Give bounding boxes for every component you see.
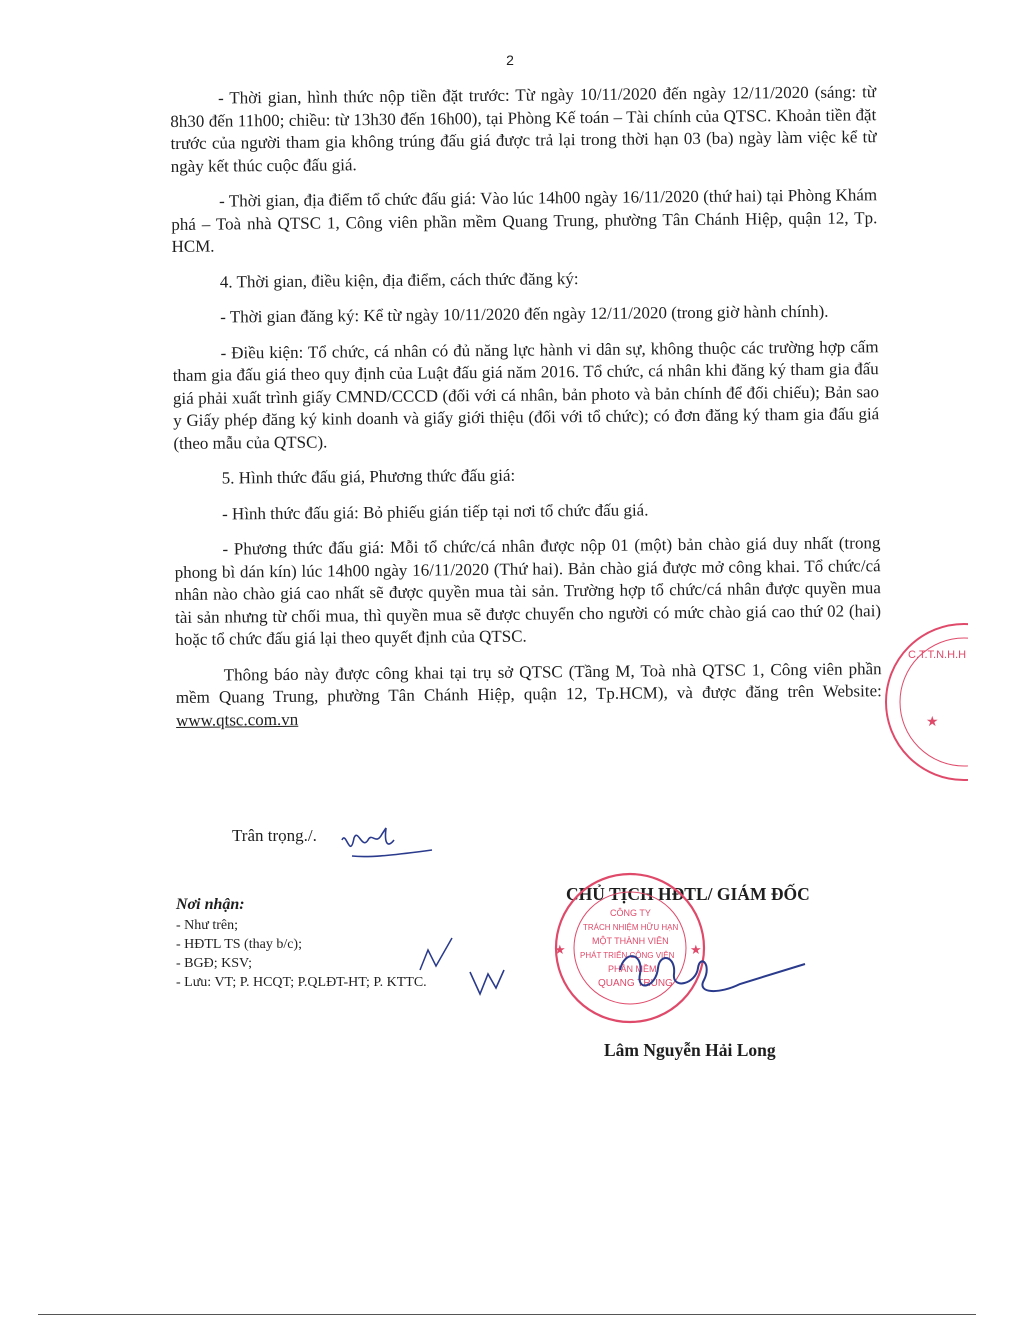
- svg-text:★: ★: [554, 942, 566, 957]
- paragraph-auction-time: - Thời gian, địa điểm tổ chức đấu giá: Vào lúc 14h00 ngày 16/11/2020 (thứ hai) tại Phòng Khám phá – Toà nhà QTSC 1, Công viên phần mềm Quang Trung, phường Tân Chánh Hiệp, quận 12, Tp. HCM.: [171, 185, 878, 256]
- stamp-line-4: PHÁT TRIỂN CÔNG VIÊN: [580, 951, 675, 960]
- heading-auction-method: 5. Hình thức đấu giá, Phương thức đấu giá:: [221, 465, 516, 488]
- recipients-title: Nơi nhận:: [176, 896, 245, 913]
- stamp-line-3: MỘT THÀNH VIÊN: [592, 936, 669, 946]
- recipient-item: - BGĐ; KSV;: [176, 956, 252, 971]
- recipient-item: - Như trên;: [176, 918, 239, 933]
- page-bottom-edge: [38, 1314, 976, 1315]
- page-number: 2: [506, 52, 514, 68]
- paragraph-deposit: - Thời gian, hình thức nộp tiền đặt trước: Từ ngày 10/11/2020 đến ngày 12/11/2020 (sáng: từ 8h30 đến 11h00; chiều: từ 13h30 đến 16h00), tại Phòng Kế toán – Tài chính của QTSC. Khoản tiền đặt trước của người tham gia không trúng đấu giá được trả lại trong thời hạn 03 (ba) ngày làm việc kể từ ngày kết thúc cuộc đấu giá.: [170, 82, 877, 176]
- recipient-item: - HĐTL TS (thay b/c);: [176, 937, 302, 952]
- stamp-line-1: CÔNG TY: [610, 908, 651, 918]
- signer-position: CHỦ TỊCH HĐTL/ GIÁM ĐỐC: [566, 884, 810, 904]
- svg-text:★: ★: [690, 942, 702, 957]
- stamp-line-6: QUANG TRUNG: [598, 978, 673, 989]
- initial-signature: [332, 820, 442, 870]
- stamp-line-2: TRÁCH NHIỆM HỮU HẠN: [583, 923, 679, 932]
- stamp-line-5: PHẦN MỀM: [608, 964, 657, 974]
- paragraph-registration-time: - Thời gian đăng ký: Kể từ ngày 10/11/2020 đến ngày 12/11/2020 (trong giờ hành chính).: [220, 301, 829, 327]
- partial-stamp: [868, 618, 968, 788]
- notice-text: Thông báo này được công khai tại trụ sở QTSC (Tầng M, Toà nhà QTSC 1, Công viên phần mềm Quang Trung, phường Tân Chánh Hiệp, quận 12, Tp.HCM), và được đăng trên Website:: [175, 658, 882, 707]
- closing-text: Trân trọng./.: [232, 826, 317, 845]
- paragraph-auction-form: - Hình thức đấu giá: Bỏ phiếu gián tiếp tại nơi tổ chức đấu giá.: [221, 499, 649, 524]
- paragraph-conditions: - Điều kiện: Tổ chức, cá nhân có đủ năng lực hành vi dân sự, không thuộc các trường hợp cấm tham gia đấu giá theo quy định của Luật đấu giá năm 2016. Tổ chức, cá nhân khi đăng ký tham gia đấu giá phải xuất trình giấy CMND/CCCD (đối với cá nhân, bản photo và bản chính để đối chiếu); Bản sao y Giấy phép đăng ký kinh doanh và giấy giới thiệu (đối với tổ chức); có đơn đăng ký tham gia đấu giá (theo mẫu của QTSC).: [172, 336, 880, 453]
- website-link[interactable]: www.qtsc.com.vn: [175, 709, 299, 730]
- heading-registration: 4. Thời gian, điều kiện, địa điểm, cách thức đăng ký:: [219, 268, 579, 292]
- recipients-block: [176, 895, 427, 992]
- recipient-item: - Lưu: VT; P. HCQT; P.QLĐT-HT; P. KTTC.: [176, 975, 427, 990]
- signer-name: Lâm Nguyễn Hải Long: [604, 1040, 776, 1060]
- paragraph-auction-procedure: - Phương thức đấu giá: Mỗi tổ chức/cá nhân được nộp 01 (một) bản chào giá duy nhất (trong phong bì dán kín) lúc 14h00 ngày 16/11/2020 (Thứ hai). Bản chào giá được mở công khai. Tổ chức/cá nhân nào chào giá cao nhất sẽ được quyền mua tài sản. Trường hợp tổ chức/cá nhân được quyền mua tài sản nhưng từ chối mua, thì quyền mua sẽ được chuyển cho người có mức chào giá cao thứ 02 (hai) hoặc tổ chức đấu giá lại theo quyết định của QTSC.: [174, 533, 882, 649]
- main-signature: [600, 940, 820, 1020]
- initial-marks: [400, 930, 510, 1000]
- document-body: [170, 81, 882, 745]
- svg-text:C.T.T.N.H.H: C.T.T.N.H.H: [908, 649, 967, 661]
- svg-text:★: ★: [926, 715, 939, 730]
- paragraph-notice: [176, 658, 883, 732]
